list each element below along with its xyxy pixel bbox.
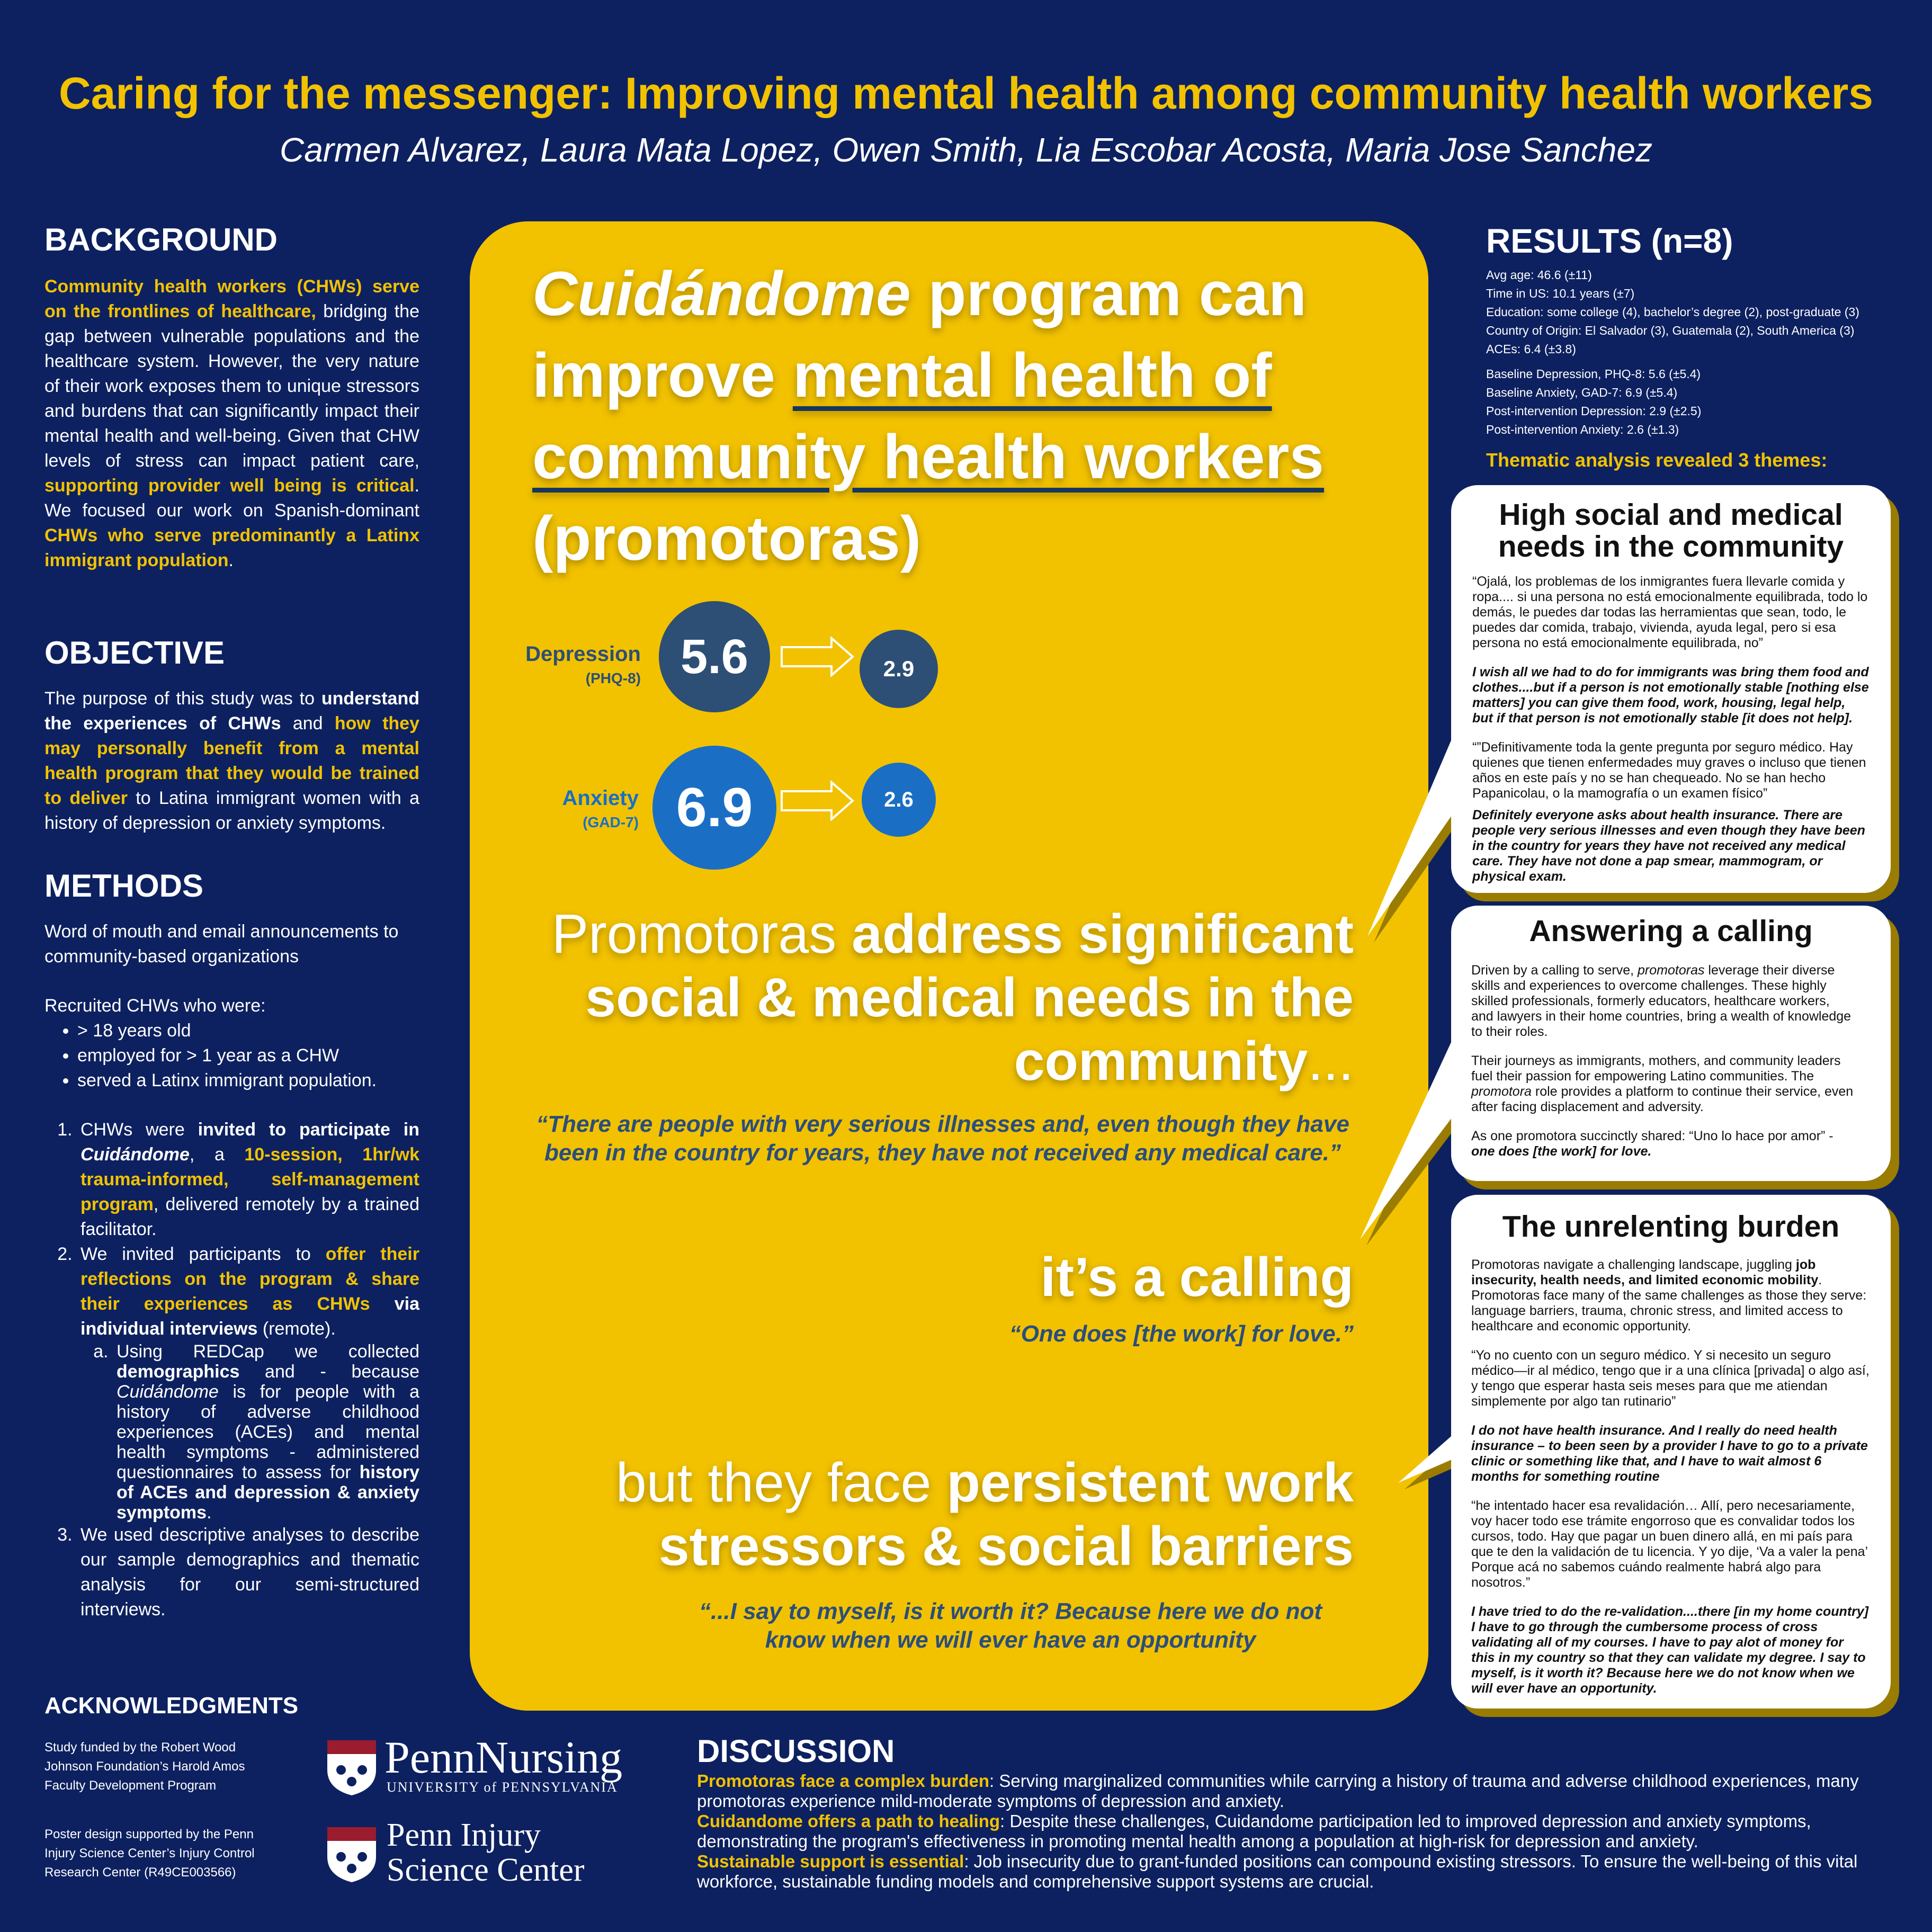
step2-text: We invited participants to (80, 1244, 326, 1264)
anxiety-arrow-icon (781, 781, 855, 821)
background-highlight-3: CHWs who serve predominantly a Latinx immigrant population (44, 525, 419, 570)
statement1-text: Promotoras (551, 904, 852, 965)
headline-underlined: mental health of community health workers (532, 341, 1325, 492)
discussion-point-1-title: Promotoras face a complex burden (697, 1771, 989, 1791)
theme3-quote-es-1: “Yo no cuento con un seguro médico. Y si necesito un seguro médico—ir al médico, tengo que ir a una clínica [privada] o algo así, y tengo que esperar hasta seis meses para que me atiendan simplemente por algo tan rutinario” (1471, 1348, 1870, 1409)
objective-text-2: and (281, 713, 335, 734)
methods-substeps (80, 1341, 419, 1523)
stat-line: Baseline Depression, PHQ-8: 5.6 (±5.4) (1486, 367, 1701, 381)
stat-line: Baseline Anxiety, GAD-7: 6.9 (±5.4) (1486, 386, 1678, 399)
discussion-point-2-title: Cuidandome offers a path to healing (697, 1811, 1000, 1831)
step2-highlight: offer their reflections on the program & share their experiences as CHWs (80, 1244, 419, 1314)
theme2-body (1471, 963, 1854, 1159)
methods-body (44, 919, 419, 1622)
ack-funding: Study funded by the Robert Wood Johnson Foundation’s Harold Amos Faculty Development Program (44, 1740, 245, 1793)
methods-step-3: 3. We used descriptive analyses to describe our sample demographics and thematic analysis for our semi-structured interviews. (77, 1523, 419, 1622)
methods-substep-a (113, 1341, 419, 1523)
themes-intro: Thematic analysis revealed 3 themes: (1486, 449, 1828, 471)
objective-text (44, 686, 419, 836)
theme2-p3 (1471, 1129, 1854, 1159)
theme3-quote-es-2: “he intentado hacer esa revalidación… Allí, pero necesariamente, voy hacer todo ese trámite engorroso que es convalidar todos los cursos, todo. Hay que pagar un buen dinero allá, en mi país para que te den la validación de tu licencia. Y yo dije, ‘Va a valer la pena’ Porque acá no sabemos cuándo realmente habrá algo para nosotros.” (1471, 1498, 1868, 1590)
theme3-heading: The unrelenting burden (1502, 1210, 1840, 1244)
theme1-quote-es-1: “Ojalá, los problemas de los inmigrantes fuera llevarle comida y ropa.... si una persona no está emocionalmente equilibrada, todo lo demás, le puedes dar todas las herramientas que sean, todo, le puedes dar comida, trabajo, vivienda, ayuda legal, pero si esa persona no está emocionalmente equilibrada, no” (1472, 574, 1868, 650)
substep-bold-2: history of ACEs and depression & anxiety symptoms (117, 1462, 419, 1523)
depression-label-group (508, 642, 641, 691)
depression-before-circle (659, 601, 770, 712)
depression-after-value: 2.9 (883, 656, 915, 681)
stat-line: Time in US: 10.1 years (±7) (1486, 287, 1635, 300)
theme2-p3-bold: one does [the work] for love. (1471, 1144, 1652, 1159)
methods-criteria-list (44, 1018, 419, 1093)
theme2-p1 (1471, 963, 1854, 1040)
ack-design: Poster design supported by the Penn Injury Science Center’s Injury Control Research Center (R49CE003566) (44, 1827, 255, 1880)
discussion-point-1 (697, 1771, 1894, 1811)
headline-text-1: program can improve (532, 259, 1307, 410)
step2-text-2: (remote). (257, 1319, 336, 1339)
objective-heading: OBJECTIVE (44, 635, 225, 670)
penn-injury-name (387, 1818, 585, 1888)
theme-card-2 (1451, 906, 1891, 1181)
theme3-p1-bold: job insecurity, health needs, and limited economic mobility (1471, 1257, 1819, 1287)
anxiety-label-group (508, 786, 639, 835)
step1-bold: invited to participate in (198, 1120, 419, 1140)
step1-highlight: 10-session, 1hr/wk trauma-informed, self-management program (80, 1144, 419, 1214)
substep-bold: demographics (117, 1362, 240, 1382)
stat-line: ACEs: 6.4 (±3.8) (1486, 342, 1576, 356)
results-heading: RESULTS (n=8) (1486, 222, 1733, 260)
headline-text-2: (promotoras) (532, 504, 922, 574)
objective-bold-1: understand the experiences of CHWs (44, 688, 419, 734)
theme1-body (1472, 574, 1870, 884)
step2-bold: via individual interviews (80, 1294, 419, 1339)
methods-step-2 (77, 1242, 419, 1523)
theme1-heading: High social and medical needs in the community (1498, 498, 1844, 564)
depression-after-circle (860, 630, 938, 708)
poster-authors: Carmen Alvarez, Laura Mata Lopez, Owen Smith, Lia Escobar Acosta, Maria Jose Sanchez (279, 131, 1653, 169)
theme2-p2-text-2: role provides a platform to continue their service, even after facing displacement and adversity. (1471, 1084, 1854, 1114)
discussion-point-2 (697, 1811, 1894, 1851)
substep-text-4: . (207, 1502, 212, 1523)
theme-card-3 (1451, 1195, 1891, 1709)
results-stats (1486, 266, 1867, 439)
objective-text-1: The purpose of this study was to (44, 688, 321, 709)
anxiety-before-value: 6.9 (676, 776, 753, 838)
penn-shield-icon (325, 1738, 378, 1796)
theme2-p1-text-2: leverage their diverse skills and experiences to overcome challenges. These highly skilled professionals, formerly educators, healthcare workers, and lawyers in their home countries, bring a wealth of knowledge to their roles. (1471, 963, 1851, 1039)
poster-title: Caring for the messenger: Improving mental health among community health workers (59, 68, 1873, 118)
theme2-p2-text: Their journeys as immigrants, mothers, and community leaders fuel their passion for empowering Latino communities. The (1471, 1053, 1841, 1084)
substep-program: Cuidándome (117, 1382, 219, 1402)
theme2-p2-italic: promotora (1471, 1084, 1532, 1099)
theme3-quote-en-1: I do not have health insurance. And I really do need health insurance – to been seen by a provider I have to go to a private clinic or something like that, and I have to wait almost 6 months for something routine (1471, 1423, 1868, 1484)
methods-recruit: Word of mouth and email announcements to community-based organizations (44, 922, 399, 967)
theme2-p2 (1471, 1053, 1854, 1115)
penn-nursing-sub: UNIVERSITY of PENNSYLVANIA (387, 1779, 618, 1795)
statement3-bold: persistent work stressors & social barriers (658, 1452, 1354, 1577)
theme2-p1-text: Driven by a calling to serve, (1471, 963, 1638, 978)
stat-line: Education: some college (4), bachelor’s degree (2), post-graduate (3) (1486, 305, 1859, 319)
statement3-text: but they face (615, 1452, 947, 1514)
statement1-ellipsis: ... (1308, 1031, 1354, 1092)
methods-heading: METHODS (44, 868, 203, 904)
stat-line: Post-intervention Depression: 2.9 (±2.5) (1486, 404, 1702, 418)
background-text-3: . We focused our work on Spanish-dominant (44, 476, 419, 521)
discussion-body (697, 1771, 1894, 1892)
theme1-quote-es-2: “”Definitivamente toda la gente pregunta por seguro médico. Hay quienes que tienen enfermedades muy graves o incluso que tienen años en este país y no se han chequeado. No se han hecho Papanicolau, o la mamografía o un examen físico” (1472, 740, 1866, 801)
depression-label: Depression (525, 642, 641, 666)
anxiety-before-circle (652, 746, 776, 870)
anxiety-after-circle (862, 763, 936, 837)
stat-line: Avg age: 46.6 (±11) (1486, 268, 1592, 282)
background-text-4: . (228, 550, 234, 570)
statement1-bold: address significant social & medical needs in the community (585, 904, 1354, 1092)
anxiety-after-value: 2.6 (884, 788, 914, 811)
theme3-p1-text-2: . Promotoras face many of the same challenges as those they serve: language barriers, trauma, chronic stress, and limited access to healthcare and economic opportunity. (1471, 1273, 1867, 1334)
background-text-2: bridging the gap between vulnerable populations and the healthcare system. However, the very nature of their work exposes them to unique stressors and burdens that can significantly impact their mental health and well-being. Given that CHW levels of stress can impact patient care, (44, 301, 419, 471)
ack-heading: ACKNOWLEDGMENTS (44, 1693, 299, 1719)
step1-text-3: , delivered remotely by a trained facilitator. (80, 1194, 419, 1239)
step1-text-2: , a (189, 1144, 245, 1165)
background-heading: BACKGROUND (44, 222, 278, 257)
quote-2: “One does [the work] for love.” (1009, 1321, 1354, 1347)
stat-line: Post-intervention Anxiety: 2.6 (±1.3) (1486, 423, 1679, 436)
criteria-item: • served a Latinx immigrant population. (77, 1068, 419, 1093)
theme2-p1-italic: promotoras (1638, 963, 1705, 978)
discussion-point-3-title: Sustainable support is essential (697, 1851, 964, 1871)
step1-text: CHWs were (80, 1120, 198, 1140)
theme1-quote-en-2: Definitely everyone asks about health insurance. There are people very serious illnesses and even though they have been in the country for years they have not received any medical care. They have not done a pap smear, mammogram, or physical exam. (1472, 808, 1865, 884)
quote-1: “There are people with very serious illnesses and, even though they have been in the country for years, they have not received any medical care.” (536, 1111, 1349, 1166)
theme3-p1-text: Promotoras navigate a challenging landscape, juggling (1471, 1257, 1796, 1272)
methods-step-1 (77, 1117, 419, 1242)
background-text (44, 274, 419, 573)
criteria-item: • > 18 years old (77, 1018, 419, 1043)
methods-steps (44, 1117, 419, 1622)
anxiety-label: Anxiety (562, 786, 639, 810)
theme3-body (1471, 1257, 1871, 1696)
substep-text-3: is for people with a history of adverse childhood experiences (ACEs) and mental health symptoms - administered questionnaires to assess for (117, 1382, 419, 1482)
substep-text: Using REDCap we collected (117, 1341, 419, 1362)
depression-scale: (PHQ-8) (585, 670, 641, 686)
discussion-point-2-text: : Despite these challenges, Cuidandome participation led to improved depression and anxiety symptoms, demonstrating the program's effectiveness in promoting mental health among a population at high-risk for depression and anxiety. (697, 1811, 1811, 1851)
methods-criteria-intro: Recruited CHWs who were: (44, 996, 266, 1016)
stat-line: Country of Origin: El Salvador (3), Guatemala (2), South America (3) (1486, 324, 1855, 337)
discussion-point-3-text: : Job insecurity due to grant-funded positions can compound existing stressors. To ensure the well-being of this vital workforce, sustainable funding models and comprehensive support systems are crucial. (697, 1851, 1858, 1891)
discussion-point-3 (697, 1851, 1894, 1892)
headline-program: Cuidándome (532, 259, 911, 329)
discussion-point-1-text: : Serving marginalized communities while carrying a history of trauma and adverse childhood experiences, many promotoras experience mild-moderate symptoms of depression and anxiety. (697, 1771, 1859, 1811)
step1-program: Cuidándome (80, 1144, 190, 1165)
criteria-item: • employed for > 1 year as a CHW (77, 1043, 419, 1068)
substep-text-2: and - because (239, 1362, 419, 1382)
theme1-quote-en-1: I wish all we had to do for immigrants was bring them food and clothes....but if a person is not emotionally stable [nothing else matters] you can give them food, work, housing, legal help, but if that person is not emotionally stable [it does not help]. (1472, 665, 1869, 726)
statement-barriers (508, 1451, 1354, 1578)
background-highlight-1: Community health workers (CHWs) serve on the frontlines of healthcare, (44, 276, 419, 321)
penn-injury-line2: Science Center (387, 1852, 585, 1888)
anxiety-scale: (GAD-7) (583, 814, 639, 830)
objective-text-3: to Latina immigrant women with a history of depression or anxiety symptoms. (44, 788, 419, 833)
objective-highlight: how they may personally benefit from a mental health program that they would be trained to deliver (44, 713, 420, 808)
statement-calling: it’s a calling (1040, 1247, 1354, 1308)
theme3-quote-en-2: I have tried to do the re-validation....there [in my home country] I have to go through the cumbersome process of cross validating all of my courses. I have to pay alot of money for this in my country so that they can validate my degree. I say to myself, is it worth it? Because here we do not know when we will ever have an opportunity. (1471, 1604, 1869, 1696)
theme-card-1 (1451, 485, 1891, 893)
penn-injury-line1: Penn Injury (387, 1817, 541, 1853)
theme2-p3-text: As one promotora succinctly shared: “Uno lo hace por amor” - (1471, 1129, 1833, 1143)
penn-injury-shield-icon (325, 1825, 378, 1883)
quote-3: “...I say to myself, is it worth it? Because here we do not know when we will ever have an opportunity (699, 1598, 1322, 1653)
statement-address-needs (530, 902, 1354, 1093)
theme3-p1 (1471, 1257, 1871, 1334)
background-highlight-2: supporting provider well being is critical (44, 476, 415, 496)
discussion-heading: DISCUSSION (697, 1733, 895, 1769)
center-headline (532, 253, 1401, 579)
theme2-heading: Answering a calling (1529, 914, 1813, 948)
depression-before-value: 5.6 (681, 629, 748, 684)
depression-arrow-icon (781, 637, 855, 677)
penn-nursing-name: PennNursing (384, 1732, 623, 1783)
